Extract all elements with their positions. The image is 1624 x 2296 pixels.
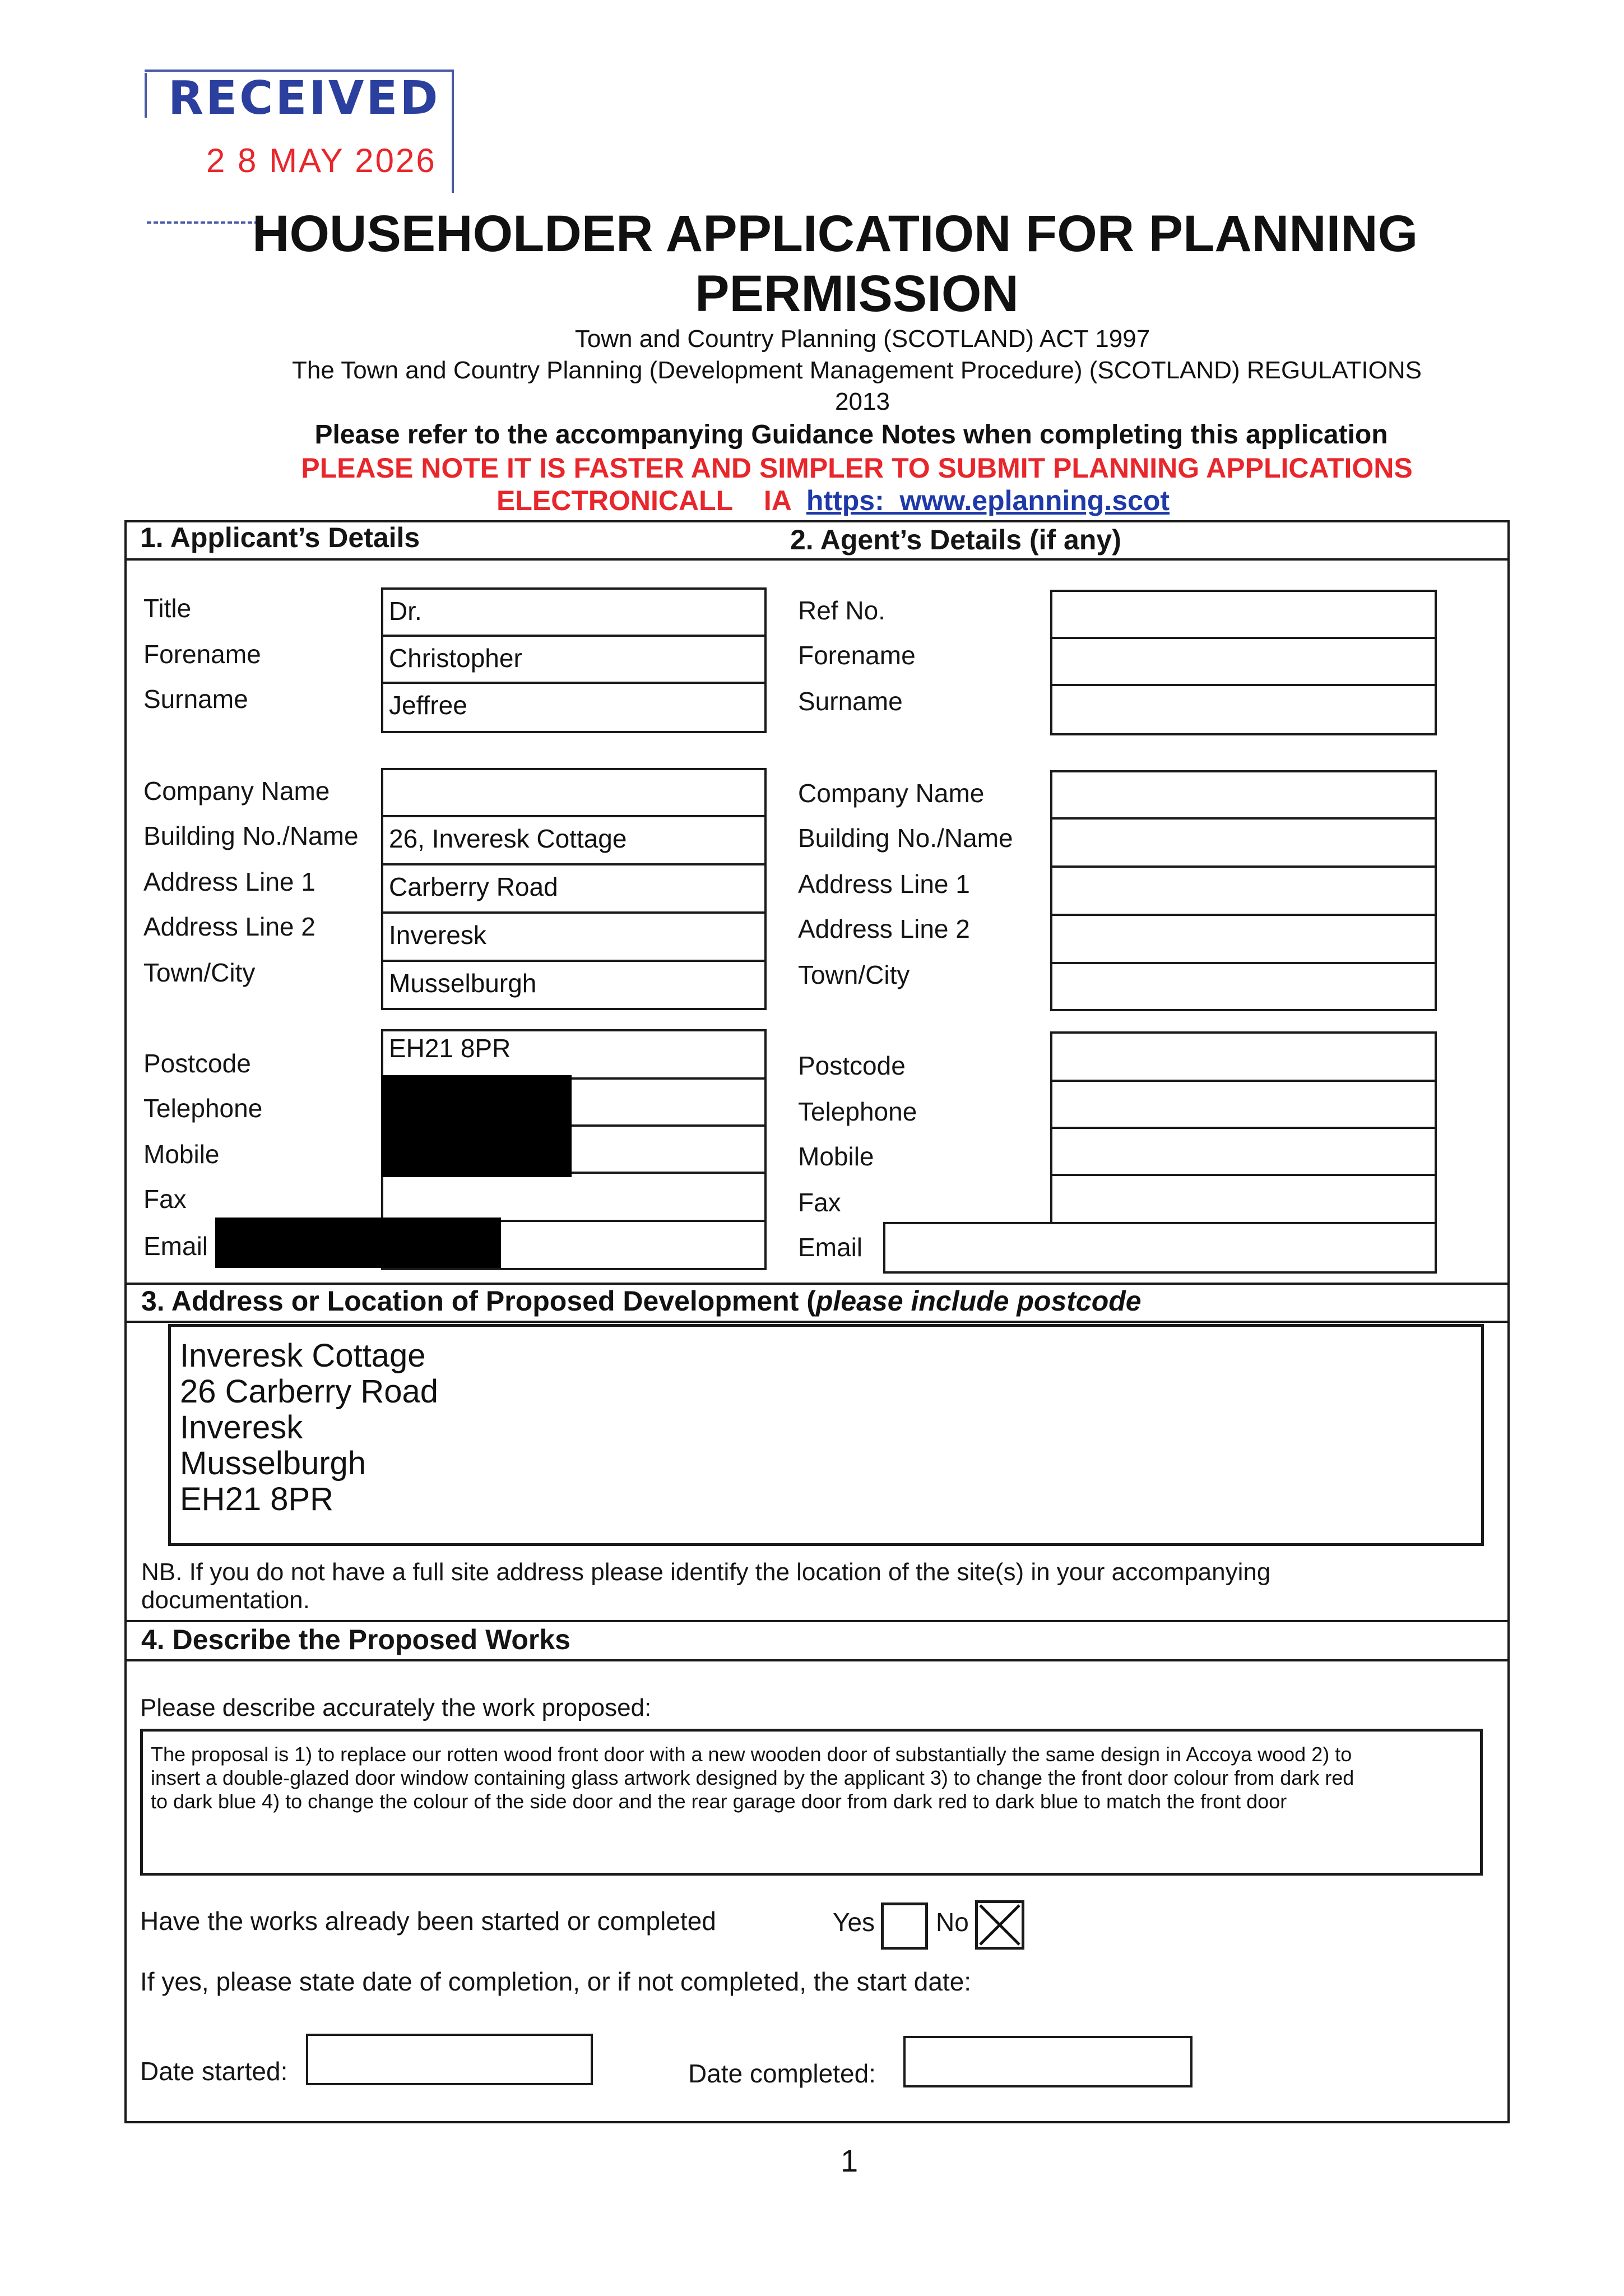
applicant-name-fields: [381, 587, 767, 733]
stamp-date: 2 8 MAY 2026: [206, 142, 437, 179]
applicant-fax-field[interactable]: [383, 1174, 764, 1222]
section2-heading: 2. Agent’s Details (if any): [790, 524, 1121, 556]
agent-address1-field[interactable]: [1052, 868, 1435, 916]
no-checkbox[interactable]: [975, 1900, 1024, 1950]
applicant-address1-field[interactable]: Carberry Road: [383, 865, 764, 914]
works-started-question: Have the works already been started or completed: [140, 1906, 716, 1936]
agent-company-field[interactable]: [1052, 772, 1435, 820]
page-title-line2: PERMISSION: [695, 265, 1019, 322]
agent-mobile-field[interactable]: [1052, 1129, 1435, 1176]
stamp-word: RECEIVED: [168, 72, 440, 125]
agent-town-field[interactable]: [1052, 964, 1435, 1011]
applicant-address1-label: Address Line 1: [143, 867, 315, 896]
agent-building-label: Building No./Name: [798, 823, 1013, 853]
page-title-line1: HOUSEHOLDER APPLICATION FOR PLANNING: [252, 205, 1418, 262]
applicant-building-label: Building No./Name: [143, 821, 359, 850]
section3-heading-italic: please include postcode: [815, 1285, 1142, 1317]
checkmark-x-icon: [978, 1903, 1022, 1947]
regulations-line2: 2013: [835, 388, 890, 415]
applicant-surname-label: Surname: [143, 684, 248, 714]
works-description-line2: insert a double-glazed door window containing glass artwork designed by the applicant 3) to change the front door colour from dark red: [151, 1766, 1354, 1789]
agent-postcode-field[interactable]: [1052, 1034, 1435, 1082]
yes-checkbox[interactable]: [881, 1902, 928, 1950]
applicant-town-label: Town/City: [143, 958, 256, 987]
agent-mobile-label: Mobile: [798, 1142, 874, 1171]
agent-ref-label: Ref No.: [798, 596, 885, 625]
agent-telephone-label: Telephone: [798, 1097, 917, 1126]
agent-name-fields: [1050, 590, 1437, 735]
stamp-dashes: [147, 221, 259, 224]
section1-heading: 1. Applicant’s Details: [140, 522, 420, 553]
date-completed-field[interactable]: [903, 2036, 1193, 2087]
date-started-label: Date started:: [140, 2057, 288, 2086]
section3-heading: [141, 1285, 1142, 1317]
agent-email-label: Email: [798, 1233, 863, 1262]
development-address-box[interactable]: [168, 1324, 1484, 1546]
agent-ref-field[interactable]: [1052, 592, 1435, 639]
agent-address-fields: [1050, 770, 1437, 1011]
agent-postcode-label: Postcode: [798, 1051, 906, 1080]
section1-divider: [124, 558, 1510, 561]
no-label: No: [936, 1908, 969, 1937]
applicant-title-field[interactable]: Dr.: [383, 590, 764, 637]
development-address-line-1: Inveresk Cottage: [180, 1337, 426, 1374]
agent-surname-field[interactable]: [1052, 686, 1435, 733]
date-started-field[interactable]: [306, 2034, 593, 2085]
agent-telephone-field[interactable]: [1052, 1082, 1435, 1129]
agent-surname-label: Surname: [798, 687, 903, 716]
stamp-border-left: [145, 73, 147, 118]
works-description-line3: to dark blue 4) to change the colour of the side door and the rear garage door from dark red to dark blue to match the front door: [151, 1790, 1287, 1813]
works-description-line1: The proposal is 1) to replace our rotten wood front door with a new wooden door of substantially the same design in Accoya wood 2) to: [151, 1743, 1352, 1766]
applicant-address2-field[interactable]: Inveresk: [383, 914, 764, 962]
agent-email-field[interactable]: [883, 1222, 1437, 1274]
section4-top-divider: [124, 1620, 1510, 1622]
applicant-fax-label: Fax: [143, 1184, 187, 1214]
development-address-line-5: EH21 8PR: [180, 1481, 334, 1517]
electronic-note-prefix: ELECTRONICALL IA: [497, 485, 791, 516]
applicant-company-field[interactable]: [383, 770, 764, 817]
applicant-surname-field[interactable]: Jeffree: [389, 691, 467, 720]
applicant-building-field[interactable]: 26, Inveresk Cottage: [383, 817, 764, 865]
section3-divider: [124, 1321, 1510, 1323]
agent-fax-label: Fax: [798, 1188, 841, 1217]
applicant-title-label: Title: [143, 594, 192, 623]
applicant-forename-label: Forename: [143, 640, 261, 669]
applicant-telephone-label: Telephone: [143, 1094, 263, 1123]
stamp-border-right: [452, 70, 454, 193]
works-prompt: Please describe accurately the work proposed:: [140, 1694, 652, 1721]
applicant-company-label: Company Name: [143, 776, 330, 806]
page-number: 1: [841, 2143, 859, 2178]
yes-label: Yes: [833, 1908, 875, 1937]
date-completed-label: Date completed:: [688, 2059, 876, 2088]
agent-town-label: Town/City: [798, 960, 910, 989]
section4-heading: 4. Describe the Proposed Works: [141, 1624, 570, 1655]
agent-building-field[interactable]: [1052, 820, 1435, 868]
agent-address2-label: Address Line 2: [798, 914, 970, 943]
applicant-email-label: Email: [143, 1232, 208, 1261]
guidance-note: Please refer to the accompanying Guidance Notes when completing this application: [314, 420, 1388, 450]
applicant-town-field[interactable]: Musselburgh: [389, 969, 537, 998]
redaction-telephone-mobile: [381, 1075, 572, 1177]
regulations-line1: The Town and Country Planning (Development Management Procedure) (SCOTLAND) REGULATIONS: [292, 357, 1422, 384]
applicant-address2-label: Address Line 2: [143, 912, 315, 941]
agent-forename-label: Forename: [798, 641, 916, 670]
agent-address2-field[interactable]: [1052, 916, 1435, 964]
agent-fax-field[interactable]: [1052, 1176, 1435, 1226]
agent-forename-field[interactable]: [1052, 639, 1435, 686]
agent-address1-label: Address Line 1: [798, 869, 970, 899]
development-address-line-2: 26 Carberry Road: [180, 1373, 438, 1410]
eplanning-link[interactable]: https: www.eplanning.scot: [806, 485, 1170, 516]
applicant-forename-field[interactable]: Christopher: [383, 637, 764, 684]
section3-heading-text: 3. Address or Location of Proposed Development (: [141, 1285, 816, 1317]
act-title: Town and Country Planning (SCOTLAND) ACT 1997: [574, 325, 1150, 353]
form-border-bottom: [124, 2121, 1510, 2123]
site-address-note-line1: NB. If you do not have a full site address please identify the location of the site(s) in your accompanying: [141, 1558, 1271, 1586]
date-prompt: If yes, please state date of completion, or if not completed, the start date:: [140, 1967, 972, 1996]
site-address-note-line2: documentation.: [141, 1586, 310, 1614]
agent-company-label: Company Name: [798, 779, 985, 808]
works-description-box[interactable]: [140, 1729, 1483, 1876]
electronic-note-line2: [497, 484, 1170, 517]
applicant-postcode-label: Postcode: [143, 1049, 251, 1078]
agent-contact-fields: [1050, 1031, 1437, 1228]
development-address-line-3: Inveresk: [180, 1409, 303, 1446]
redaction-email: [215, 1218, 501, 1268]
section4-divider: [124, 1659, 1510, 1661]
applicant-mobile-label: Mobile: [143, 1140, 220, 1169]
development-address-line-4: Musselburgh: [180, 1445, 366, 1482]
electronic-note-line1: PLEASE NOTE IT IS FASTER AND SIMPLER TO SUBMIT PLANNING APPLICATIONS: [301, 452, 1413, 484]
applicant-address-fields: [381, 768, 767, 1010]
applicant-postcode-field[interactable]: EH21 8PR: [383, 1031, 764, 1080]
